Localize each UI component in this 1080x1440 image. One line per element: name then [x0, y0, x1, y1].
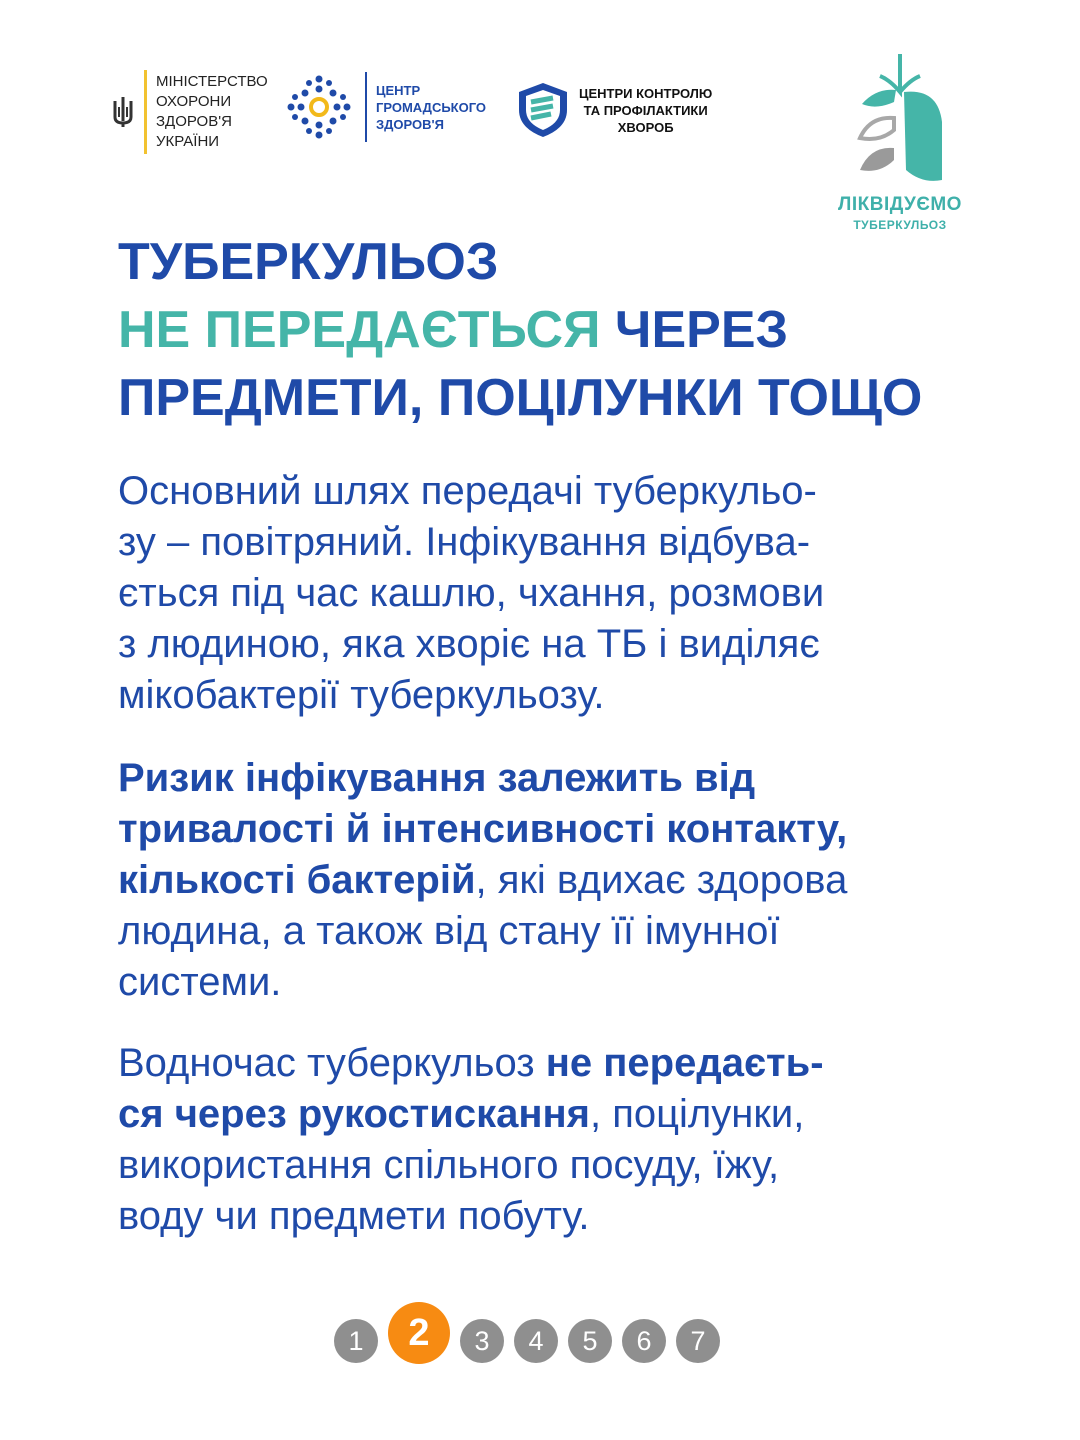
ministry-line: МІНІСТЕРСТВО — [156, 73, 268, 90]
center-line: ГРОМАДСЬКОГО — [376, 99, 487, 115]
paragraph-risk — [118, 753, 998, 1008]
cdc-line: ЦЕНТРИ КОНТРОЛЮ — [579, 85, 713, 101]
public-health-center-logo — [285, 72, 486, 142]
campaign-logo — [830, 52, 970, 232]
ministry-line: УКРАЇНИ — [156, 133, 220, 150]
page-dot-4[interactable]: 4 — [514, 1319, 558, 1363]
center-line: ЦЕНТР — [376, 82, 421, 98]
risk-bold-text: Ризик інфікування залежить від тривалості й інтенсивності контакту, кількості бактерій — [118, 756, 848, 902]
paragraph-transmission: Основний шлях передачі туберкульо- зу – повітряний. Інфікування відбува- ється під час кашлю, чхання, розмови з людиною, яка хворіє на ТБ і виділяє мікобактерії туберкульозу. — [118, 469, 825, 717]
disease-control-logo — [515, 80, 712, 140]
risk-rest-text: , які вдихає здорова людина, а також від стану її імунної системи. — [118, 858, 848, 1004]
logo-header — [0, 0, 1080, 250]
page-dot-2-active[interactable]: 2 — [388, 1302, 450, 1364]
campaign-subtitle: ТУБЕРКУЛЬОЗ — [853, 218, 947, 232]
page-title — [118, 228, 1018, 432]
page-dot-3[interactable]: 3 — [460, 1319, 504, 1363]
ministry-line: ЗДОРОВ'Я — [156, 113, 232, 130]
page-pagination — [334, 1311, 730, 1364]
dotted-sun-icon — [285, 73, 353, 141]
not-transmitted-bold: не передаєть- ся через рукостискання — [118, 1041, 824, 1136]
headline-line-1: ТУБЕРКУЛЬОЗ — [118, 233, 499, 291]
headline-line-2-rest: ЧЕРЕЗ — [600, 301, 789, 359]
not-transmitted-start: Водночас туберкульоз — [118, 1041, 546, 1085]
not-transmitted-rest: , поцілунки, використання спільного посуду, їжу, воду чи предмети побуту. — [118, 1092, 805, 1238]
lungs-icon — [850, 52, 950, 190]
cdc-line: ТА ПРОФІЛАКТИКИ — [583, 102, 708, 118]
ministry-logo — [112, 70, 268, 154]
ministry-line: ОХОРОНИ — [156, 93, 232, 110]
trident-icon — [112, 95, 134, 129]
campaign-title: ЛІКВІДУЄМО — [838, 194, 962, 215]
page-dot-6[interactable]: 6 — [622, 1319, 666, 1363]
paragraph-not-transmitted — [118, 1038, 998, 1242]
headline-highlight: НЕ ПЕРЕДАЄТЬСЯ — [118, 301, 601, 359]
headline-line-3: ПРЕДМЕТИ, ПОЦІЛУНКИ ТОЩО — [118, 369, 923, 427]
page-dot-1[interactable]: 1 — [334, 1319, 378, 1363]
cdc-line: ХВОРОБ — [617, 119, 674, 135]
page-dot-7[interactable]: 7 — [676, 1319, 720, 1363]
center-line: ЗДОРОВ'Я — [376, 116, 444, 132]
page-dot-5[interactable]: 5 — [568, 1319, 612, 1363]
shield-icon — [515, 80, 571, 140]
